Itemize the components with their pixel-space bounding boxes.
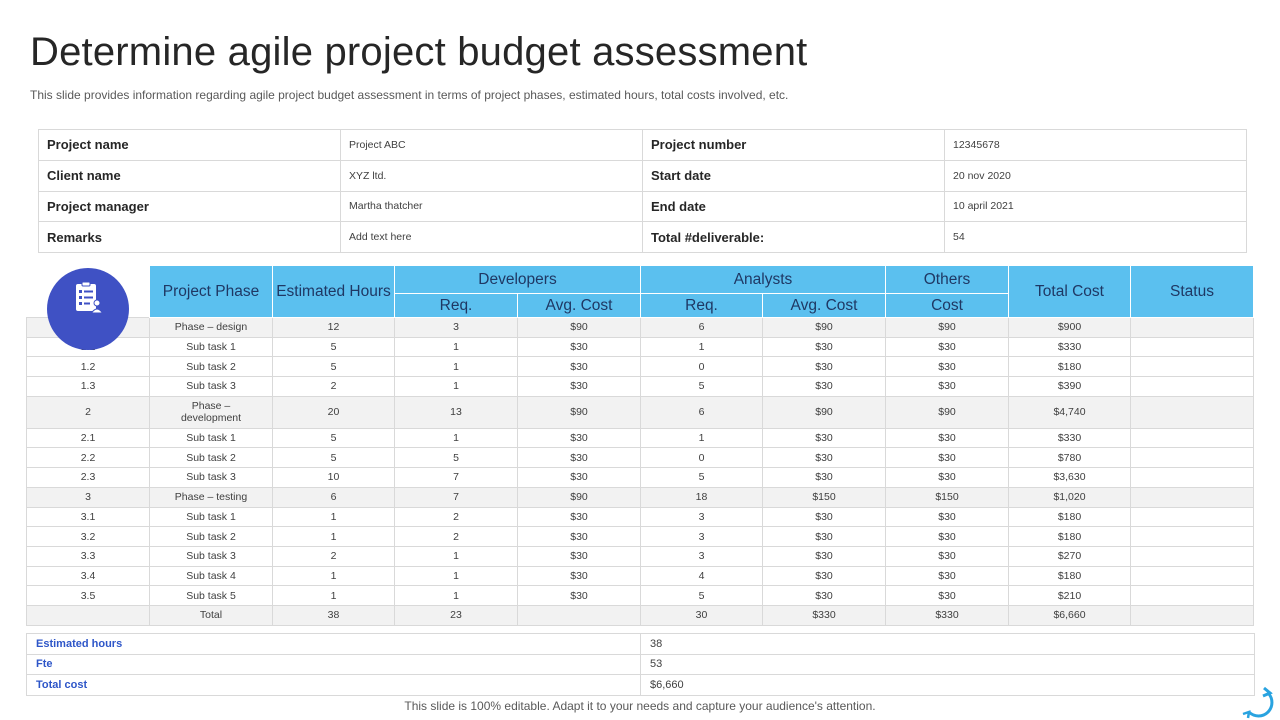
- info-label: Remarks: [39, 222, 341, 253]
- status-cell: [1131, 377, 1254, 397]
- estimated-hours-cell: 2: [273, 377, 395, 397]
- analyst-avg-cost-cell: $90: [763, 396, 886, 428]
- table-row: [27, 527, 1254, 547]
- dev-req-cell: 1: [395, 357, 518, 377]
- analyst-req-cell: 30: [641, 605, 763, 625]
- others-cost-cell: $30: [886, 566, 1009, 586]
- checklist-user-icon: [70, 280, 106, 316]
- header-others: Others: [886, 266, 1009, 294]
- header-analyst-avg-cost: Avg. Cost: [763, 294, 886, 318]
- info-row: [39, 160, 1247, 191]
- analyst-avg-cost-cell: $30: [763, 527, 886, 547]
- estimated-hours-cell: 12: [273, 318, 395, 338]
- info-value: Add text here: [341, 222, 643, 253]
- table-header-row: [27, 266, 1254, 294]
- analyst-avg-cost-cell: $30: [763, 586, 886, 606]
- phase-name-cell: Total: [150, 605, 273, 625]
- row-id-cell: [27, 605, 150, 625]
- phase-row: [27, 318, 1254, 338]
- table-row: [27, 377, 1254, 397]
- summary-row: [27, 634, 1255, 655]
- table-row: [27, 546, 1254, 566]
- info-label: Project name: [39, 130, 341, 161]
- estimated-hours-cell: 5: [273, 428, 395, 448]
- dev-req-cell: 1: [395, 377, 518, 397]
- dev-req-cell: 1: [395, 428, 518, 448]
- info-row: [39, 130, 1247, 161]
- dev-req-cell: 1: [395, 586, 518, 606]
- analyst-req-cell: 18: [641, 487, 763, 507]
- analyst-avg-cost-cell: $30: [763, 507, 886, 527]
- phase-name-cell: Sub task 3: [150, 546, 273, 566]
- others-cost-cell: $30: [886, 586, 1009, 606]
- estimated-hours-cell: 5: [273, 357, 395, 377]
- header-others-cost: Cost: [886, 294, 1009, 318]
- analyst-avg-cost-cell: $30: [763, 448, 886, 468]
- dev-req-cell: 7: [395, 468, 518, 488]
- status-cell: [1131, 318, 1254, 338]
- row-id-cell: 2: [27, 396, 150, 428]
- status-cell: [1131, 605, 1254, 625]
- table-row: [27, 586, 1254, 606]
- others-cost-cell: $30: [886, 337, 1009, 357]
- header-dev-req: Req.: [395, 294, 518, 318]
- dev-req-cell: 5: [395, 448, 518, 468]
- estimated-hours-cell: 2: [273, 546, 395, 566]
- analyst-req-cell: 5: [641, 586, 763, 606]
- phase-name-cell: Phase – development: [150, 396, 273, 428]
- phase-name-cell: Sub task 5: [150, 586, 273, 606]
- others-cost-cell: $30: [886, 468, 1009, 488]
- row-id-cell: 3.3: [27, 546, 150, 566]
- others-cost-cell: $30: [886, 546, 1009, 566]
- dev-req-cell: 1: [395, 546, 518, 566]
- estimated-hours-cell: 38: [273, 605, 395, 625]
- total-cost-cell: $210: [1009, 586, 1131, 606]
- summary-value: $6,660: [641, 675, 1255, 696]
- dev-avg-cost-cell: $30: [518, 468, 641, 488]
- phase-row: [27, 487, 1254, 507]
- row-id-cell: 2.1: [27, 428, 150, 448]
- info-value: Project ABC: [341, 130, 643, 161]
- status-cell: [1131, 396, 1254, 428]
- page-title: Determine agile project budget assessment: [30, 30, 808, 74]
- phase-name-cell: Sub task 2: [150, 448, 273, 468]
- dev-avg-cost-cell: $30: [518, 527, 641, 547]
- dev-avg-cost-cell: $30: [518, 357, 641, 377]
- info-label: Start date: [643, 160, 945, 191]
- estimated-hours-cell: 1: [273, 527, 395, 547]
- info-label: End date: [643, 191, 945, 222]
- dev-req-cell: 1: [395, 566, 518, 586]
- table-row: [27, 337, 1254, 357]
- summary-value: 38: [641, 634, 1255, 655]
- total-cost-cell: $180: [1009, 357, 1131, 377]
- status-cell: [1131, 586, 1254, 606]
- info-label: Total #deliverable:: [643, 222, 945, 253]
- dev-avg-cost-cell: $30: [518, 337, 641, 357]
- phase-name-cell: Sub task 3: [150, 468, 273, 488]
- estimated-hours-cell: 1: [273, 586, 395, 606]
- analyst-req-cell: 5: [641, 377, 763, 397]
- table-row: [27, 507, 1254, 527]
- phase-name-cell: Sub task 2: [150, 527, 273, 547]
- estimated-hours-cell: 6: [273, 487, 395, 507]
- analyst-avg-cost-cell: $30: [763, 468, 886, 488]
- dev-avg-cost-cell: $30: [518, 448, 641, 468]
- status-cell: [1131, 507, 1254, 527]
- header-analyst-req: Req.: [641, 294, 763, 318]
- status-cell: [1131, 468, 1254, 488]
- info-value: Martha thatcher: [341, 191, 643, 222]
- status-cell: [1131, 566, 1254, 586]
- estimated-hours-cell: 5: [273, 337, 395, 357]
- analyst-req-cell: 0: [641, 357, 763, 377]
- header-analysts: Analysts: [641, 266, 886, 294]
- info-value: 12345678: [945, 130, 1247, 161]
- analyst-req-cell: 3: [641, 527, 763, 547]
- dev-req-cell: 13: [395, 396, 518, 428]
- dev-req-cell: 7: [395, 487, 518, 507]
- footer-note: This slide is 100% editable. Adapt it to your needs and capture your audience's attention.: [404, 699, 876, 713]
- phase-name-cell: Sub task 1: [150, 507, 273, 527]
- analyst-req-cell: 3: [641, 546, 763, 566]
- total-cost-cell: $780: [1009, 448, 1131, 468]
- row-id-cell: 3.4: [27, 566, 150, 586]
- others-cost-cell: $330: [886, 605, 1009, 625]
- phase-name-cell: Sub task 4: [150, 566, 273, 586]
- analyst-avg-cost-cell: $330: [763, 605, 886, 625]
- others-cost-cell: $30: [886, 377, 1009, 397]
- row-id-cell: 3.2: [27, 527, 150, 547]
- total-cost-cell: $270: [1009, 546, 1131, 566]
- others-cost-cell: $30: [886, 428, 1009, 448]
- summary-label: Total cost: [27, 675, 641, 696]
- analyst-avg-cost-cell: $30: [763, 357, 886, 377]
- phase-name-cell: Phase – testing: [150, 487, 273, 507]
- table-row: [27, 428, 1254, 448]
- total-cost-cell: $900: [1009, 318, 1131, 338]
- summary-value: 53: [641, 654, 1255, 675]
- total-cost-cell: $4,740: [1009, 396, 1131, 428]
- info-label: Project number: [643, 130, 945, 161]
- summary-label: Estimated hours: [27, 634, 641, 655]
- estimated-hours-cell: 5: [273, 448, 395, 468]
- analyst-avg-cost-cell: $30: [763, 546, 886, 566]
- budget-table: [26, 265, 1254, 626]
- status-cell: [1131, 527, 1254, 547]
- header-status: Status: [1131, 266, 1254, 318]
- info-value: 10 april 2021: [945, 191, 1247, 222]
- phase-name-cell: Sub task 2: [150, 357, 273, 377]
- analyst-avg-cost-cell: $30: [763, 566, 886, 586]
- info-row: [39, 191, 1247, 222]
- row-id-cell: 1.2: [27, 357, 150, 377]
- header-total-cost: Total Cost: [1009, 266, 1131, 318]
- header-developers: Developers: [395, 266, 641, 294]
- total-cost-cell: $3,630: [1009, 468, 1131, 488]
- estimated-hours-cell: 1: [273, 507, 395, 527]
- total-cost-cell: $180: [1009, 527, 1131, 547]
- total-row: [27, 605, 1254, 625]
- dev-avg-cost-cell: $30: [518, 586, 641, 606]
- analyst-avg-cost-cell: $90: [763, 318, 886, 338]
- status-cell: [1131, 487, 1254, 507]
- phase-row: [27, 396, 1254, 428]
- summary-row: [27, 675, 1255, 696]
- others-cost-cell: $30: [886, 357, 1009, 377]
- budget-table-body: [27, 318, 1254, 626]
- dev-req-cell: 1: [395, 337, 518, 357]
- status-cell: [1131, 337, 1254, 357]
- total-cost-cell: $330: [1009, 428, 1131, 448]
- analyst-req-cell: 5: [641, 468, 763, 488]
- row-id-cell: 3: [27, 487, 150, 507]
- total-cost-cell: $180: [1009, 507, 1131, 527]
- analyst-req-cell: 0: [641, 448, 763, 468]
- others-cost-cell: $90: [886, 396, 1009, 428]
- analyst-avg-cost-cell: $150: [763, 487, 886, 507]
- row-id-cell: 3.5: [27, 586, 150, 606]
- analyst-req-cell: 4: [641, 566, 763, 586]
- table-row: [27, 566, 1254, 586]
- dev-req-cell: 2: [395, 507, 518, 527]
- total-cost-cell: $330: [1009, 337, 1131, 357]
- estimated-hours-cell: 10: [273, 468, 395, 488]
- info-value: 20 nov 2020: [945, 160, 1247, 191]
- info-value: XYZ ltd.: [341, 160, 643, 191]
- header-project-phase: Project Phase: [150, 266, 273, 318]
- page-subtitle: This slide provides information regarding agile project budget assessment in terms of project phases, estimated hours, total costs involved, etc.: [30, 88, 789, 102]
- info-label: Client name: [39, 160, 341, 191]
- others-cost-cell: $30: [886, 507, 1009, 527]
- dev-avg-cost-cell: $30: [518, 546, 641, 566]
- header-dev-avg-cost: Avg. Cost: [518, 294, 641, 318]
- total-cost-cell: $390: [1009, 377, 1131, 397]
- status-cell: [1131, 357, 1254, 377]
- others-cost-cell: $30: [886, 527, 1009, 547]
- summary-row: [27, 654, 1255, 675]
- status-cell: [1131, 546, 1254, 566]
- project-info-table: [38, 129, 1247, 253]
- row-id-cell: 1.3: [27, 377, 150, 397]
- header-estimated-hours: Estimated Hours: [273, 266, 395, 318]
- total-cost-cell: $6,660: [1009, 605, 1131, 625]
- row-id-cell: 2.3: [27, 468, 150, 488]
- total-cost-cell: $1,020: [1009, 487, 1131, 507]
- table-row: [27, 357, 1254, 377]
- info-label: Project manager: [39, 191, 341, 222]
- status-cell: [1131, 428, 1254, 448]
- dev-req-cell: 2: [395, 527, 518, 547]
- others-cost-cell: $30: [886, 448, 1009, 468]
- estimated-hours-cell: 20: [273, 396, 395, 428]
- phase-name-cell: Phase – design: [150, 318, 273, 338]
- table-row: [27, 468, 1254, 488]
- analyst-req-cell: 3: [641, 507, 763, 527]
- dev-avg-cost-cell: $30: [518, 377, 641, 397]
- dev-avg-cost-cell: $90: [518, 318, 641, 338]
- estimated-hours-cell: 1: [273, 566, 395, 586]
- summary-label: Fte: [27, 654, 641, 675]
- summary-table: [26, 633, 1255, 696]
- info-row: [39, 222, 1247, 253]
- dev-avg-cost-cell: $30: [518, 507, 641, 527]
- dev-avg-cost-cell: $30: [518, 566, 641, 586]
- analyst-req-cell: 1: [641, 428, 763, 448]
- others-cost-cell: $90: [886, 318, 1009, 338]
- analyst-avg-cost-cell: $30: [763, 428, 886, 448]
- table-row: [27, 448, 1254, 468]
- status-cell: [1131, 448, 1254, 468]
- dev-req-cell: 23: [395, 605, 518, 625]
- analyst-req-cell: 1: [641, 337, 763, 357]
- phase-name-cell: Sub task 3: [150, 377, 273, 397]
- total-cost-cell: $180: [1009, 566, 1131, 586]
- info-value: 54: [945, 222, 1247, 253]
- row-id-cell: 2.2: [27, 448, 150, 468]
- phase-name-cell: Sub task 1: [150, 337, 273, 357]
- refresh-arrow-icon: [1240, 684, 1276, 720]
- analyst-req-cell: 6: [641, 318, 763, 338]
- row-id-cell: 3.1: [27, 507, 150, 527]
- dev-avg-cost-cell: $30: [518, 428, 641, 448]
- dev-avg-cost-cell: $90: [518, 396, 641, 428]
- phase-name-cell: Sub task 1: [150, 428, 273, 448]
- analyst-req-cell: 6: [641, 396, 763, 428]
- dev-avg-cost-cell: [518, 605, 641, 625]
- dev-req-cell: 3: [395, 318, 518, 338]
- analyst-avg-cost-cell: $30: [763, 337, 886, 357]
- analyst-avg-cost-cell: $30: [763, 377, 886, 397]
- dev-avg-cost-cell: $90: [518, 487, 641, 507]
- others-cost-cell: $150: [886, 487, 1009, 507]
